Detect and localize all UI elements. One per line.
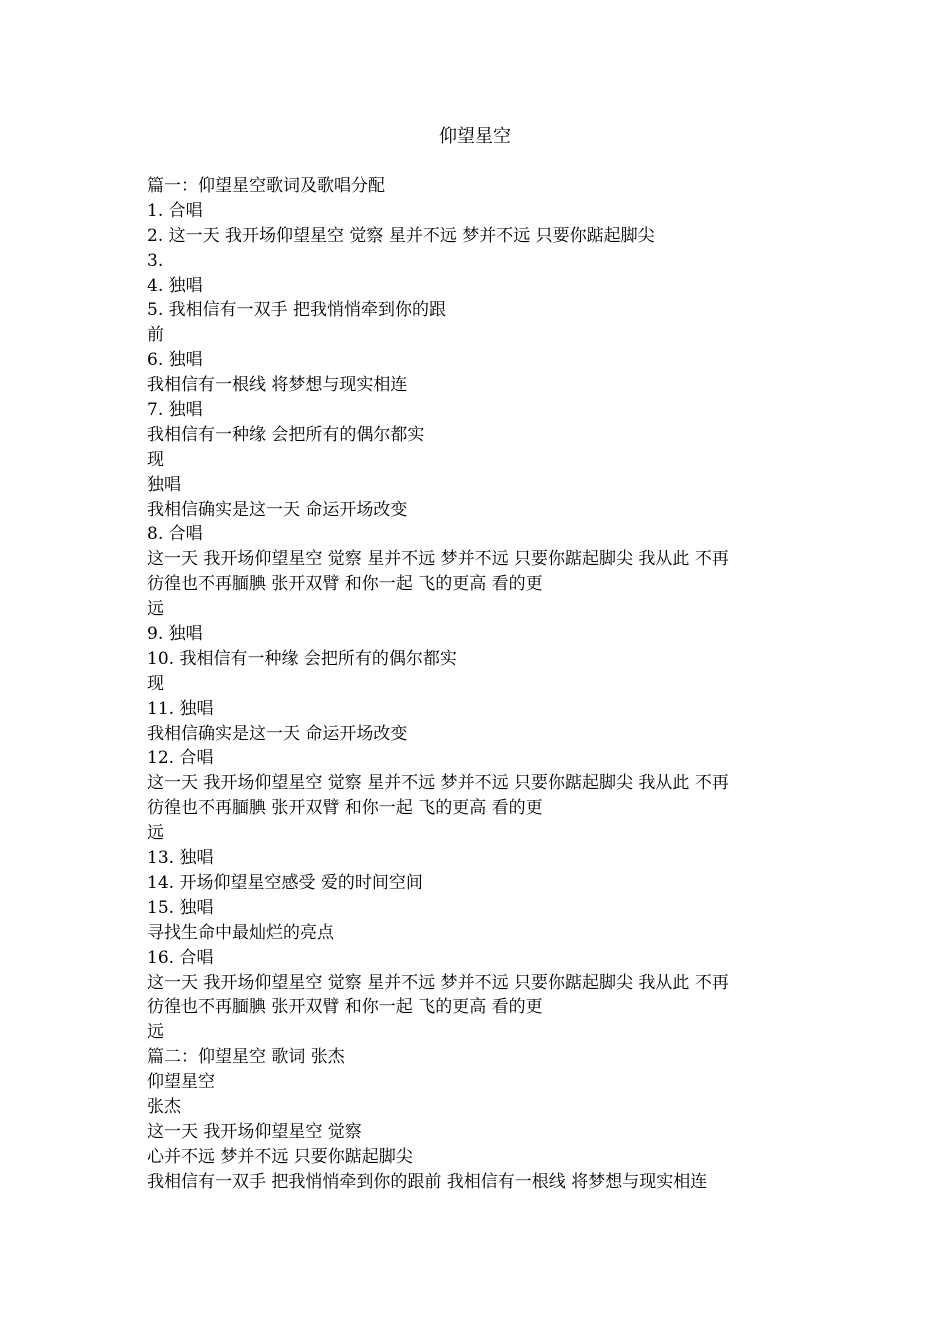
- text-line: 这一天 我开场仰望星空 觉察 星并不远 梦并不远 只要你踮起脚尖 我从此 不再: [147, 972, 729, 993]
- text-line: 我相信确实是这一天 命运开场改变: [147, 723, 408, 744]
- text-line: 9. 独唱: [147, 624, 203, 645]
- text-line: 这一天 我开场仰望星空 觉察: [147, 1121, 362, 1142]
- text-line: 心并不远 梦并不远 只要你踮起脚尖: [147, 1146, 413, 1167]
- text-line: 10. 我相信有一种缘 会把所有的偶尔都实: [147, 648, 457, 669]
- text-line: 5. 我相信有一双手 把我悄悄牵到你的跟: [147, 300, 447, 321]
- text-line: 16. 合唱: [147, 947, 214, 968]
- document-title: 仰望星空: [439, 126, 511, 147]
- text-line: 14. 开场仰望星空感受 爱的时间空间: [147, 872, 423, 893]
- text-line: 仰望星空: [147, 1072, 215, 1093]
- text-line: 彷徨也不再腼腆 张开双臂 和你一起 飞的更高 看的更: [147, 574, 543, 595]
- text-line: 这一天 我开场仰望星空 觉察 星并不远 梦并不远 只要你踮起脚尖 我从此 不再: [147, 549, 729, 570]
- text-line: 11. 独唱: [147, 698, 214, 719]
- text-line: 1. 合唱: [147, 200, 203, 221]
- text-line: 12. 合唱: [147, 748, 214, 769]
- text-line: 4. 独唱: [147, 275, 203, 296]
- section-heading-2: 篇二：仰望星空 歌词 张杰: [147, 1047, 345, 1068]
- text-line: 远: [147, 599, 164, 620]
- text-line: 现: [147, 449, 164, 470]
- text-line: 我相信有一种缘 会把所有的偶尔都实: [147, 424, 425, 445]
- text-line: 彷徨也不再腼腆 张开双臂 和你一起 飞的更高 看的更: [147, 997, 543, 1018]
- text-line: 8. 合唱: [147, 524, 203, 545]
- text-line: 彷徨也不再腼腆 张开双臂 和你一起 飞的更高 看的更: [147, 798, 543, 819]
- text-line: 6. 独唱: [147, 350, 203, 371]
- text-line: 张杰: [147, 1096, 181, 1117]
- text-line: 这一天 我开场仰望星空 觉察 星并不远 梦并不远 只要你踮起脚尖 我从此 不再: [147, 773, 729, 794]
- text-line: 远: [147, 1022, 164, 1043]
- text-line: 独唱: [147, 474, 181, 495]
- text-line: 13. 独唱: [147, 848, 214, 869]
- text-line: 我相信确实是这一天 命运开场改变: [147, 499, 408, 520]
- text-line: 3.: [147, 250, 164, 271]
- text-line: 7. 独唱: [147, 400, 203, 421]
- section-heading-1: 篇一：仰望星空歌词及歌唱分配: [147, 176, 385, 196]
- text-line: 我相信有一根线 将梦想与现实相连: [147, 375, 408, 396]
- text-line: 远: [147, 823, 164, 844]
- text-line: 15. 独唱: [147, 897, 214, 918]
- text-line: 现: [147, 673, 164, 694]
- document-body: [147, 174, 807, 1195]
- text-line: 2. 这一天 我开场仰望星空 觉察 星并不远 梦并不远 只要你踮起脚尖: [147, 225, 655, 246]
- text-line: 寻找生命中最灿烂的亮点: [147, 922, 334, 943]
- text-line: 我相信有一双手 把我悄悄牵到你的跟前 我相信有一根线 将梦想与现实相连: [147, 1171, 708, 1192]
- text-line: 前: [147, 325, 164, 346]
